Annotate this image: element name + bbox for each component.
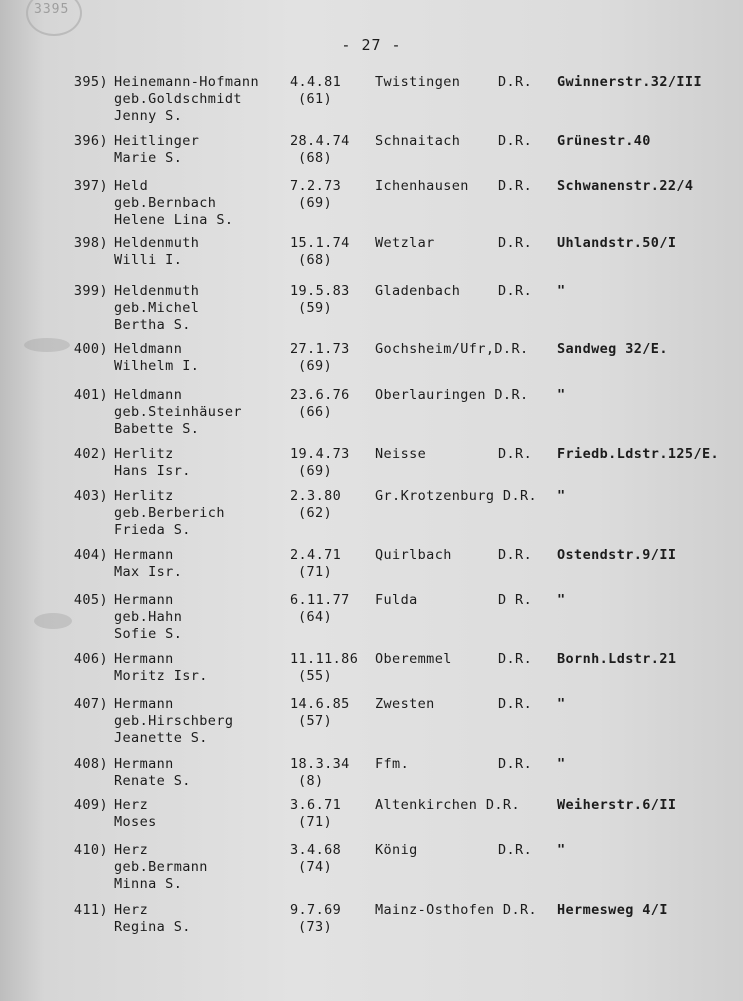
entry-birthdate: 18.3.34	[290, 756, 350, 772]
entry-number: 411)	[73, 902, 108, 918]
entry-birthdate: 2.4.71	[290, 547, 342, 563]
entry-birthplace: Twistingen	[375, 74, 461, 90]
entry-citizenship: D.R.	[498, 235, 533, 251]
entry-birthdate: 4.4.81	[290, 74, 342, 90]
entry-citizenship: D.R.	[498, 178, 533, 194]
entry-birthplace: Gladenbach	[375, 283, 461, 299]
entry-row	[0, 902, 743, 958]
entry-age: (64)	[298, 609, 333, 625]
entry-address: Schwanenstr.22/4	[557, 178, 694, 194]
entry-row	[0, 178, 743, 234]
entry-name-line3: Sofie S.	[114, 626, 183, 642]
entry-surname: Herz	[114, 797, 149, 813]
entry-birthplace: Neisse	[375, 446, 427, 462]
entry-address: "	[557, 488, 566, 504]
archive-stamp-number: 3395	[34, 2, 70, 17]
entry-citizenship: D.R.	[498, 74, 533, 90]
entry-age: (62)	[298, 505, 333, 521]
entry-name-line2: geb.Bernbach	[114, 195, 217, 211]
entry-age: (57)	[298, 713, 333, 729]
entry-birthplace: Oberemmel	[375, 651, 452, 667]
entry-number: 407)	[73, 696, 108, 712]
entry-number: 400)	[73, 341, 108, 357]
entry-name-line3: Bertha S.	[114, 317, 191, 333]
entry-age: (61)	[298, 91, 333, 107]
entry-birthplace: König	[375, 842, 418, 858]
entry-birthdate: 19.5.83	[290, 283, 350, 299]
entry-age: (74)	[298, 859, 333, 875]
entry-address: Uhlandstr.50/I	[557, 235, 677, 251]
entry-number: 408)	[73, 756, 108, 772]
entry-name-line2: geb.Michel	[114, 300, 200, 316]
entry-citizenship: D.R.	[498, 283, 533, 299]
entry-birthdate: 19.4.73	[290, 446, 350, 462]
entry-birthdate: 11.11.86	[290, 651, 359, 667]
entry-number: 402)	[73, 446, 108, 462]
entry-age: (68)	[298, 150, 333, 166]
entry-name-line2: Moses	[114, 814, 157, 830]
entry-citizenship: D.R.	[498, 547, 533, 563]
entry-surname: Heitlinger	[114, 133, 200, 149]
entry-name-line2: geb.Bermann	[114, 859, 208, 875]
entry-row	[0, 387, 743, 443]
entry-age: (8)	[298, 773, 324, 789]
entry-surname: Heinemann-Hofmann	[114, 74, 259, 90]
entry-surname: Hermann	[114, 592, 174, 608]
entry-surname: Heldenmuth	[114, 283, 200, 299]
entry-address: "	[557, 283, 566, 299]
entry-birthdate: 23.6.76	[290, 387, 350, 403]
entry-number: 401)	[73, 387, 108, 403]
entry-name-line2: Moritz Isr.	[114, 668, 208, 684]
entry-birthdate: 6.11.77	[290, 592, 350, 608]
entry-address: Weiherstr.6/II	[557, 797, 677, 813]
entry-age: (69)	[298, 358, 333, 374]
entry-birthplace: Zwesten	[375, 696, 435, 712]
entry-age: (71)	[298, 814, 333, 830]
entry-age: (69)	[298, 195, 333, 211]
entry-surname: Hermann	[114, 651, 174, 667]
entry-number: 404)	[73, 547, 108, 563]
entry-birthdate: 7.2.73	[290, 178, 342, 194]
entry-name-line2: geb.Berberich	[114, 505, 225, 521]
entry-citizenship: D R.	[498, 592, 533, 608]
entry-age: (66)	[298, 404, 333, 420]
entry-age: (71)	[298, 564, 333, 580]
entry-number: 399)	[73, 283, 108, 299]
entry-number: 395)	[73, 74, 108, 90]
entry-number: 405)	[73, 592, 108, 608]
entry-birthdate: 3.6.71	[290, 797, 342, 813]
entry-birthdate: 9.7.69	[290, 902, 342, 918]
entry-surname: Hermann	[114, 696, 174, 712]
entry-name-line3: Frieda S.	[114, 522, 191, 538]
entry-number: 397)	[73, 178, 108, 194]
entry-surname: Herz	[114, 902, 149, 918]
entry-number: 398)	[73, 235, 108, 251]
entry-age: (73)	[298, 919, 333, 935]
entry-birthdate: 15.1.74	[290, 235, 350, 251]
entry-birthplace: Ichenhausen	[375, 178, 469, 194]
entry-name-line2: Regina S.	[114, 919, 191, 935]
entry-citizenship: D.R.	[498, 842, 533, 858]
entry-surname: Held	[114, 178, 149, 194]
entry-birthplace: Ffm.	[375, 756, 410, 772]
entry-number: 403)	[73, 488, 108, 504]
entry-name-line2: Willi I.	[114, 252, 183, 268]
entry-name-line2: geb.Goldschmidt	[114, 91, 242, 107]
entry-birthplace: Quirlbach	[375, 547, 452, 563]
entry-address: Hermesweg 4/I	[557, 902, 668, 918]
entry-name-line3: Babette S.	[114, 421, 200, 437]
entry-citizenship: D.R.	[498, 133, 533, 149]
entry-address: Gwinnerstr.32/III	[557, 74, 702, 90]
entry-row	[0, 283, 743, 339]
entry-name-line2: geb.Steinhäuser	[114, 404, 242, 420]
entry-citizenship: D.R.	[498, 446, 533, 462]
entry-name-line2: Wilhelm I.	[114, 358, 200, 374]
entry-birthdate: 28.4.74	[290, 133, 350, 149]
entry-row	[0, 74, 743, 130]
entry-name-line3: Helene Lina S.	[114, 212, 234, 228]
entry-name-line2: Hans Isr.	[114, 463, 191, 479]
entry-age: (59)	[298, 300, 333, 316]
entry-row	[0, 842, 743, 898]
entry-birthplace: Mainz-Osthofen D.R.	[375, 902, 538, 918]
entry-surname: Heldenmuth	[114, 235, 200, 251]
entry-address: "	[557, 592, 566, 608]
entry-address: Sandweg 32/E.	[557, 341, 668, 357]
entry-birthplace: Gochsheim/Ufr,D.R.	[375, 341, 529, 357]
entry-citizenship: D.R.	[498, 696, 533, 712]
entry-number: 406)	[73, 651, 108, 667]
entry-birthplace: Gr.Krotzenburg D.R.	[375, 488, 538, 504]
entry-name-line2: Renate S.	[114, 773, 191, 789]
entry-address: Bornh.Ldstr.21	[557, 651, 677, 667]
entry-surname: Herlitz	[114, 446, 174, 462]
entry-birthdate: 3.4.68	[290, 842, 342, 858]
entry-surname: Heldmann	[114, 387, 183, 403]
entry-number: 396)	[73, 133, 108, 149]
entry-birthplace: Schnaitach	[375, 133, 461, 149]
entry-number: 410)	[73, 842, 108, 858]
entry-address: Grünestr.40	[557, 133, 651, 149]
entry-name-line2: geb.Hahn	[114, 609, 183, 625]
entry-row	[0, 592, 743, 648]
entry-address: "	[557, 756, 566, 772]
entry-name-line2: Marie S.	[114, 150, 183, 166]
entry-age: (55)	[298, 668, 333, 684]
entry-row	[0, 696, 743, 752]
entry-address: "	[557, 387, 566, 403]
entry-row	[0, 488, 743, 544]
entry-birthplace: Altenkirchen D.R.	[375, 797, 520, 813]
entry-name-line3: Jeanette S.	[114, 730, 208, 746]
entry-birthdate: 2.3.80	[290, 488, 342, 504]
entry-address: "	[557, 696, 566, 712]
entry-birthplace: Fulda	[375, 592, 418, 608]
page-number: - 27 -	[341, 36, 402, 54]
entry-address: "	[557, 842, 566, 858]
entry-birthplace: Wetzlar	[375, 235, 435, 251]
entry-name-line3: Minna S.	[114, 876, 183, 892]
entry-citizenship: D.R.	[498, 651, 533, 667]
entry-address: Friedb.Ldstr.125/E.	[557, 446, 720, 462]
entry-name-line3: Jenny S.	[114, 108, 183, 124]
entry-birthplace: Oberlauringen D.R.	[375, 387, 529, 403]
entry-name-line2: geb.Hirschberg	[114, 713, 234, 729]
entry-age: (69)	[298, 463, 333, 479]
entry-number: 409)	[73, 797, 108, 813]
entry-birthdate: 27.1.73	[290, 341, 350, 357]
entry-surname: Heldmann	[114, 341, 183, 357]
entry-address: Ostendstr.9/II	[557, 547, 677, 563]
entry-surname: Herlitz	[114, 488, 174, 504]
entry-citizenship: D.R.	[498, 756, 533, 772]
entry-name-line2: Max Isr.	[114, 564, 183, 580]
entry-surname: Hermann	[114, 756, 174, 772]
entry-age: (68)	[298, 252, 333, 268]
entry-surname: Herz	[114, 842, 149, 858]
entry-birthdate: 14.6.85	[290, 696, 350, 712]
entry-surname: Hermann	[114, 547, 174, 563]
